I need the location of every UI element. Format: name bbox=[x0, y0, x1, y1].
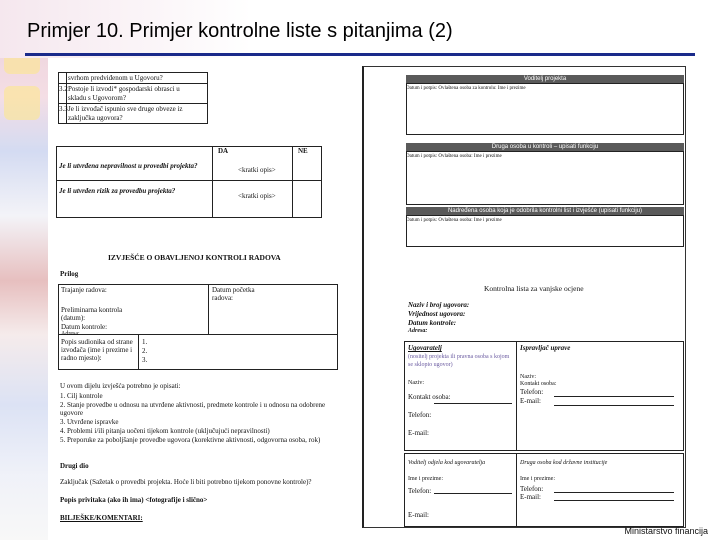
decorative-mask-icon bbox=[4, 86, 40, 120]
ne-header: NE bbox=[298, 147, 308, 155]
prilog-label: Prilog bbox=[60, 270, 79, 278]
druga-osoba-bar: Druga osoba u kontroli – upisati funkciju bbox=[406, 143, 684, 151]
title-underline bbox=[25, 53, 695, 56]
table-row: Postoje li izvodi* gospodarski obrasci u bbox=[68, 85, 180, 93]
list-item: 4. Problemi i/ili pitanja uočeni tijekom kontrole (uključujući nepravilnosti) bbox=[60, 427, 270, 435]
right-document-scan: Voditelj projekta Datum i potpis: Ovlaštena osoba za kontrolu: Ime i prezime Druga osoba u kontroli – upisati funkciju Datum i potpis: Ovlaštena osoba: Ime i prezime Nadređena osoba koja je odobrila kontrolni list i izvješće (upisati funkciju) Datum i potpis: Ovlaštena osoba: Ime i prezime Kontrolna lista za vanjske ocjene Naziv i broj ugovora: Vrijednost ugovora: Datum kontrole: Adresa: Ugovaratelj (nositelj projekta ili pravna osoba s kojom se sklopio ugovor) Ispravljač uprave Naziv: Kontakt osoba: Telefon: E-mail: Naziv: Kontakt osoba: Telefon: E-mail: Voditelj odjela kod ugovaratelja Druga osoba kod državne institucije Ime i prezime: Ime i prezime: Telefon: Telefon: E-mail: E-mail: bbox=[362, 66, 686, 528]
list-item: 1. Cilj kontrole bbox=[60, 392, 103, 400]
drugi-dio-label: Drugi dio bbox=[60, 462, 89, 470]
table-row: zaključka ugovora? bbox=[68, 114, 123, 122]
left-document-scan: svrhom predviđenom u Ugovoru? 3.2 Postoje li izvodi* gospodarski obrasci u skladu s Ugovorom? 3.3 Je li izvođač ispunio sve druge obveze iz zaključka ugovora? DA NE Je li utvrđena nepravilnost u provedbi projekta? <kratki opis> Je li utvrđen rizik za provedbu projekta? <kratki opis> IZVJEŠĆE O OBAVLJENOJ KONTROLI RADOVA Prilog Trajanje radova: Datum početka radova: Preliminarna kontrola (datum): Datum kontrole: Adresa: Popis sudionika od strane izvođača (ime i prezime i radno mjesto): 1. 2. 3. U ovom dijelu izvješća potrebno je opisati: 1. Cilj kontrole 2. Stanje provedbe u odnosu na utvrđene aktivnosti, predmete kontrole i u odnosu na odobrene ugovore 3. Utvrđene ispravke 4. Problemi i/ili pitanja uočeni tijekom kontrole (uključujući nepravilnosti) 5. Preporuke za poboljšanje provedbe ugovora (korektivne aktivnosti, odgovorna osoba, rok) Drugi dio Zaključak (Sažetak o provedbi projekta. Hoće li biti potrebno tijekom ponovne kontrole)? Popis privitaka (ako ih ima) <fotografije i slično> BILJEŠKE/KOMENTARI: bbox=[52, 70, 350, 530]
popis-privitaka: Popis privitaka (ako ih ima) <fotografije i slično> bbox=[60, 496, 208, 504]
table-row: svrhom predviđenom u Ugovoru? bbox=[68, 74, 163, 82]
list-item: 3. Utvrđene ispravke bbox=[60, 418, 119, 426]
table-row: Je li izvođač ispunio sve druge obveze iz bbox=[68, 105, 183, 113]
footer-ministry: Ministarstvo financija bbox=[624, 526, 708, 536]
table-row: skladu s Ugovorom? bbox=[68, 94, 126, 102]
risk-table bbox=[56, 146, 322, 218]
voditelj-bar: Voditelj projekta bbox=[406, 75, 684, 83]
zakljucak-text: Zaključak (Sažetak o provedbi projekta. Hoće li biti potrebno tijekom ponovne kontrole)? bbox=[60, 478, 312, 486]
list-item: 2. Stanje provedbe u odnosu na utvrđene aktivnosti, predmete kontrole i u odnosu na odobrene ugovore bbox=[60, 401, 326, 417]
slide-title: Primjer 10. Primjer kontrolne liste s pitanjima (2) bbox=[27, 20, 453, 42]
nadredena-osoba-bar: Nadređena osoba koja je odobrila kontrolni list i izvješće (upisati funkciju) bbox=[406, 207, 684, 215]
report-title: IZVJEŠĆE O OBAVLJENOJ KONTROLI RADOVA bbox=[108, 253, 281, 262]
checklist-title: Kontrolna lista za vanjske ocjene bbox=[484, 284, 584, 293]
list-item: 5. Preporuke za poboljšanje provedbe ugovora (korektivne aktivnosti, odgovorna osoba, rok) bbox=[60, 436, 321, 444]
question-irregularity: Je li utvrđena nepravilnost u provedbi projekta? bbox=[59, 162, 198, 170]
list-intro: U ovom dijelu izvješća potrebno je opisati: bbox=[60, 382, 181, 390]
question-risk: Je li utvrđen rizik za provedbu projekta? bbox=[59, 187, 176, 195]
decorative-left-band bbox=[0, 0, 48, 540]
da-header: DA bbox=[218, 147, 229, 155]
biljeske-label: BILJEŠKE/KOMENTARI: bbox=[60, 514, 143, 522]
